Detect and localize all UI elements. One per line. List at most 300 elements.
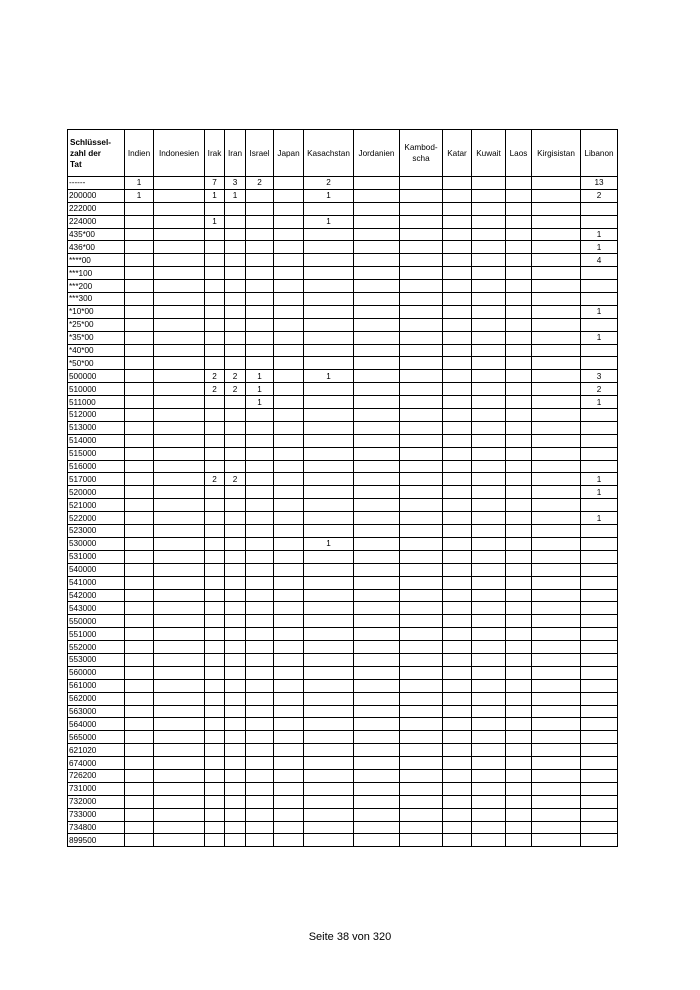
table-cell xyxy=(354,228,400,241)
table-cell xyxy=(274,525,304,538)
table-cell xyxy=(246,834,274,847)
table-cell xyxy=(532,434,581,447)
table-cell xyxy=(246,189,274,202)
table-cell xyxy=(125,782,154,795)
table-cell xyxy=(246,344,274,357)
column-header-line: Kambod- xyxy=(404,143,438,152)
table-cell xyxy=(443,795,472,808)
table-cell xyxy=(125,653,154,666)
table-cell xyxy=(205,692,225,705)
row-key-cell: 565000 xyxy=(68,731,125,744)
table-cell xyxy=(154,692,205,705)
column-header-country: Libanon xyxy=(581,130,618,177)
table-cell xyxy=(225,499,246,512)
table-cell xyxy=(246,512,274,525)
table-cell xyxy=(246,409,274,422)
table-cell xyxy=(532,718,581,731)
table-cell xyxy=(532,757,581,770)
table-cell xyxy=(581,731,618,744)
table-cell xyxy=(443,357,472,370)
table-cell xyxy=(205,228,225,241)
table-cell xyxy=(274,499,304,512)
table-cell xyxy=(154,615,205,628)
table-cell xyxy=(354,679,400,692)
table-cell xyxy=(400,744,443,757)
table-cell xyxy=(246,808,274,821)
row-key-cell: 734800 xyxy=(68,821,125,834)
table-cell xyxy=(472,305,506,318)
column-header-line: scha xyxy=(412,154,430,163)
table-cell xyxy=(400,576,443,589)
table-cell xyxy=(274,280,304,293)
table-cell xyxy=(532,589,581,602)
table-cell xyxy=(154,808,205,821)
table-cell xyxy=(472,679,506,692)
table-cell xyxy=(354,370,400,383)
table-cell xyxy=(304,692,354,705)
table-cell xyxy=(443,434,472,447)
table-cell xyxy=(225,228,246,241)
table-cell xyxy=(506,795,532,808)
table-cell xyxy=(532,305,581,318)
table-cell xyxy=(154,718,205,731)
table-cell xyxy=(205,241,225,254)
row-key-cell: ***300 xyxy=(68,293,125,306)
table-cell xyxy=(225,344,246,357)
column-header-country: Indien xyxy=(125,130,154,177)
table-cell xyxy=(532,769,581,782)
table-cell xyxy=(274,795,304,808)
table-cell xyxy=(354,396,400,409)
table-cell xyxy=(354,782,400,795)
table-cell: 2 xyxy=(581,189,618,202)
table-cell xyxy=(506,370,532,383)
table-cell xyxy=(506,731,532,744)
table-row xyxy=(68,396,618,409)
table-cell: 1 xyxy=(304,370,354,383)
table-cell xyxy=(400,731,443,744)
table-cell xyxy=(354,189,400,202)
table-cell xyxy=(225,563,246,576)
table-cell xyxy=(532,293,581,306)
table-cell xyxy=(154,228,205,241)
table-cell xyxy=(225,280,246,293)
table-cell xyxy=(443,679,472,692)
row-key-cell: 551000 xyxy=(68,628,125,641)
table-cell xyxy=(506,434,532,447)
table-cell xyxy=(506,318,532,331)
table-cell xyxy=(225,757,246,770)
row-key-cell: 731000 xyxy=(68,782,125,795)
table-cell xyxy=(532,744,581,757)
table-cell xyxy=(225,602,246,615)
table-cell xyxy=(400,215,443,228)
column-header-country: Kuwait xyxy=(472,130,506,177)
table-cell xyxy=(205,460,225,473)
table-cell xyxy=(304,280,354,293)
table-cell xyxy=(225,550,246,563)
table-cell xyxy=(532,653,581,666)
table-cell xyxy=(125,744,154,757)
table-cell xyxy=(506,666,532,679)
table-cell xyxy=(154,705,205,718)
table-cell xyxy=(304,202,354,215)
table-cell xyxy=(532,177,581,190)
table-cell xyxy=(246,280,274,293)
table-cell xyxy=(125,447,154,460)
table-cell xyxy=(225,834,246,847)
table-cell xyxy=(154,241,205,254)
table-cell xyxy=(274,434,304,447)
table-cell xyxy=(581,653,618,666)
table-cell: 1 xyxy=(125,189,154,202)
table-cell xyxy=(125,731,154,744)
table-cell xyxy=(246,692,274,705)
table-cell xyxy=(154,473,205,486)
table-row xyxy=(68,228,618,241)
table-cell xyxy=(225,267,246,280)
table-cell xyxy=(354,666,400,679)
table-cell xyxy=(472,473,506,486)
table-cell xyxy=(154,267,205,280)
table-cell xyxy=(225,486,246,499)
row-key-cell: 511000 xyxy=(68,396,125,409)
column-header-country: Iran xyxy=(225,130,246,177)
table-cell xyxy=(125,357,154,370)
row-key-cell: 541000 xyxy=(68,576,125,589)
table-cell xyxy=(304,512,354,525)
table-row xyxy=(68,744,618,757)
table-cell xyxy=(506,421,532,434)
table-cell: 1 xyxy=(125,177,154,190)
table-cell xyxy=(443,782,472,795)
table-cell xyxy=(304,421,354,434)
table-cell xyxy=(472,525,506,538)
table-cell xyxy=(205,318,225,331)
table-cell xyxy=(125,434,154,447)
table-cell: 1 xyxy=(581,396,618,409)
table-cell xyxy=(354,615,400,628)
table-cell xyxy=(472,280,506,293)
table-cell xyxy=(506,241,532,254)
table-cell xyxy=(125,550,154,563)
table-cell xyxy=(154,383,205,396)
table-cell xyxy=(581,344,618,357)
table-cell xyxy=(205,795,225,808)
table-cell xyxy=(125,318,154,331)
table-cell xyxy=(400,512,443,525)
table-cell xyxy=(354,537,400,550)
table-cell xyxy=(532,421,581,434)
table-cell xyxy=(304,705,354,718)
column-header-country: Laos xyxy=(506,130,532,177)
table-cell xyxy=(125,705,154,718)
table-cell xyxy=(304,782,354,795)
table-cell xyxy=(225,331,246,344)
table-cell xyxy=(581,782,618,795)
table-cell xyxy=(506,782,532,795)
table-cell xyxy=(304,460,354,473)
table-cell: 3 xyxy=(581,370,618,383)
table-cell xyxy=(532,396,581,409)
table-cell xyxy=(532,383,581,396)
table-row xyxy=(68,318,618,331)
table-cell xyxy=(400,628,443,641)
table-cell: 3 xyxy=(225,177,246,190)
table-row xyxy=(68,331,618,344)
table-cell xyxy=(274,537,304,550)
table-cell xyxy=(154,499,205,512)
table-cell xyxy=(354,525,400,538)
table-cell xyxy=(472,357,506,370)
table-cell xyxy=(125,228,154,241)
table-cell xyxy=(125,267,154,280)
table-cell xyxy=(205,537,225,550)
table-row xyxy=(68,473,618,486)
table-cell xyxy=(205,293,225,306)
table-cell xyxy=(274,370,304,383)
table-row xyxy=(68,512,618,525)
table-cell xyxy=(125,692,154,705)
table-cell xyxy=(443,808,472,821)
table-cell xyxy=(532,228,581,241)
table-cell xyxy=(581,718,618,731)
table-cell xyxy=(274,808,304,821)
table-cell xyxy=(274,576,304,589)
table-cell xyxy=(354,769,400,782)
table-cell xyxy=(274,344,304,357)
table-cell: 2 xyxy=(581,383,618,396)
table-cell xyxy=(225,254,246,267)
table-cell xyxy=(274,228,304,241)
table-cell xyxy=(154,602,205,615)
row-key-cell: 550000 xyxy=(68,615,125,628)
table-row xyxy=(68,241,618,254)
table-cell xyxy=(472,576,506,589)
table-cell xyxy=(274,486,304,499)
table-cell xyxy=(581,679,618,692)
table-cell xyxy=(400,241,443,254)
table-cell xyxy=(532,447,581,460)
table-cell xyxy=(472,666,506,679)
row-key-cell: 543000 xyxy=(68,602,125,615)
table-cell xyxy=(443,370,472,383)
table-cell xyxy=(205,447,225,460)
table-cell xyxy=(506,692,532,705)
table-row xyxy=(68,769,618,782)
table-cell xyxy=(443,344,472,357)
table-cell xyxy=(472,705,506,718)
table-cell xyxy=(472,757,506,770)
column-header-country: Israel xyxy=(246,130,274,177)
table-header-row xyxy=(68,130,618,177)
table-cell xyxy=(354,305,400,318)
table-row xyxy=(68,305,618,318)
table-cell xyxy=(506,769,532,782)
table-cell xyxy=(205,653,225,666)
table-cell xyxy=(274,589,304,602)
table-cell xyxy=(506,641,532,654)
table-cell xyxy=(246,795,274,808)
table-cell xyxy=(354,280,400,293)
row-key-cell: 222000 xyxy=(68,202,125,215)
column-header-country: Jordanien xyxy=(354,130,400,177)
table-cell xyxy=(125,525,154,538)
table-row xyxy=(68,653,618,666)
table-cell xyxy=(246,576,274,589)
table-cell xyxy=(443,383,472,396)
table-cell xyxy=(581,202,618,215)
table-cell xyxy=(125,215,154,228)
table-cell xyxy=(274,254,304,267)
table-cell xyxy=(205,731,225,744)
table-row xyxy=(68,795,618,808)
table-cell xyxy=(532,254,581,267)
table-cell xyxy=(581,409,618,422)
table-cell xyxy=(354,254,400,267)
table-cell xyxy=(443,215,472,228)
row-key-cell: 674000 xyxy=(68,757,125,770)
table-cell xyxy=(400,718,443,731)
table-cell xyxy=(532,525,581,538)
row-key-cell: ***200 xyxy=(68,280,125,293)
table-cell xyxy=(532,782,581,795)
table-cell xyxy=(354,434,400,447)
table-cell xyxy=(125,421,154,434)
table-cell: 2 xyxy=(304,177,354,190)
table-cell xyxy=(532,357,581,370)
table-cell xyxy=(354,499,400,512)
table-cell xyxy=(225,241,246,254)
row-key-cell: 564000 xyxy=(68,718,125,731)
table-cell xyxy=(274,821,304,834)
table-cell xyxy=(532,808,581,821)
table-cell xyxy=(581,589,618,602)
table-cell xyxy=(274,241,304,254)
row-key-cell: 200000 xyxy=(68,189,125,202)
table-cell xyxy=(472,550,506,563)
table-cell xyxy=(225,576,246,589)
table-cell xyxy=(274,782,304,795)
table-cell xyxy=(125,473,154,486)
table-cell xyxy=(154,421,205,434)
table-cell xyxy=(246,744,274,757)
table-cell xyxy=(506,177,532,190)
table-cell xyxy=(354,628,400,641)
table-cell xyxy=(400,499,443,512)
table-cell xyxy=(472,718,506,731)
row-key-cell: 563000 xyxy=(68,705,125,718)
table-cell xyxy=(532,499,581,512)
row-key-cell: 521000 xyxy=(68,499,125,512)
table-cell xyxy=(274,744,304,757)
table-cell xyxy=(154,293,205,306)
table-cell xyxy=(205,666,225,679)
table-cell xyxy=(225,202,246,215)
table-cell xyxy=(274,641,304,654)
table-cell xyxy=(274,615,304,628)
table-cell xyxy=(274,293,304,306)
table-cell xyxy=(154,331,205,344)
table-cell xyxy=(274,563,304,576)
row-key-cell: *50*00 xyxy=(68,357,125,370)
table-cell xyxy=(472,447,506,460)
row-key-cell: 514000 xyxy=(68,434,125,447)
row-key-cell: 530000 xyxy=(68,537,125,550)
table-cell xyxy=(400,589,443,602)
table-cell xyxy=(400,769,443,782)
table-row xyxy=(68,383,618,396)
table-cell xyxy=(472,460,506,473)
table-cell xyxy=(225,782,246,795)
table-cell xyxy=(443,409,472,422)
table-cell xyxy=(472,177,506,190)
table-cell xyxy=(443,177,472,190)
row-key-cell: 523000 xyxy=(68,525,125,538)
table-cell xyxy=(581,808,618,821)
table-cell xyxy=(400,434,443,447)
row-key-cell: 224000 xyxy=(68,215,125,228)
table-cell xyxy=(274,757,304,770)
table-cell xyxy=(354,641,400,654)
row-key-cell: 899500 xyxy=(68,834,125,847)
table-row xyxy=(68,731,618,744)
table-cell xyxy=(125,280,154,293)
table-cell xyxy=(443,666,472,679)
table-cell xyxy=(581,576,618,589)
table-cell xyxy=(443,769,472,782)
column-header-country xyxy=(400,130,443,177)
table-cell xyxy=(205,563,225,576)
table-cell xyxy=(400,409,443,422)
table-cell xyxy=(400,757,443,770)
table-cell xyxy=(506,357,532,370)
table-body xyxy=(68,177,618,847)
table-cell xyxy=(154,344,205,357)
table-cell xyxy=(472,537,506,550)
table-cell xyxy=(225,628,246,641)
table-cell: 1 xyxy=(581,486,618,499)
table-cell xyxy=(125,383,154,396)
table-cell xyxy=(443,692,472,705)
table-cell xyxy=(125,834,154,847)
key-header-line-1: Schlüssel- xyxy=(70,137,111,147)
key-header-line-2: zahl der xyxy=(70,148,101,158)
table-cell xyxy=(246,434,274,447)
row-key-cell: ***100 xyxy=(68,267,125,280)
table-cell xyxy=(400,615,443,628)
table-row xyxy=(68,280,618,293)
table-cell xyxy=(532,460,581,473)
table-row xyxy=(68,679,618,692)
table-cell xyxy=(304,834,354,847)
table-cell xyxy=(205,602,225,615)
table-cell xyxy=(400,473,443,486)
table-cell xyxy=(304,305,354,318)
table-cell xyxy=(400,563,443,576)
table-cell xyxy=(443,550,472,563)
table-cell xyxy=(506,563,532,576)
table-cell xyxy=(246,589,274,602)
table-cell xyxy=(125,666,154,679)
table-cell xyxy=(354,718,400,731)
table-cell xyxy=(225,293,246,306)
table-cell xyxy=(354,177,400,190)
table-cell xyxy=(443,280,472,293)
row-key-cell: 520000 xyxy=(68,486,125,499)
table-cell xyxy=(154,370,205,383)
table-cell xyxy=(400,267,443,280)
